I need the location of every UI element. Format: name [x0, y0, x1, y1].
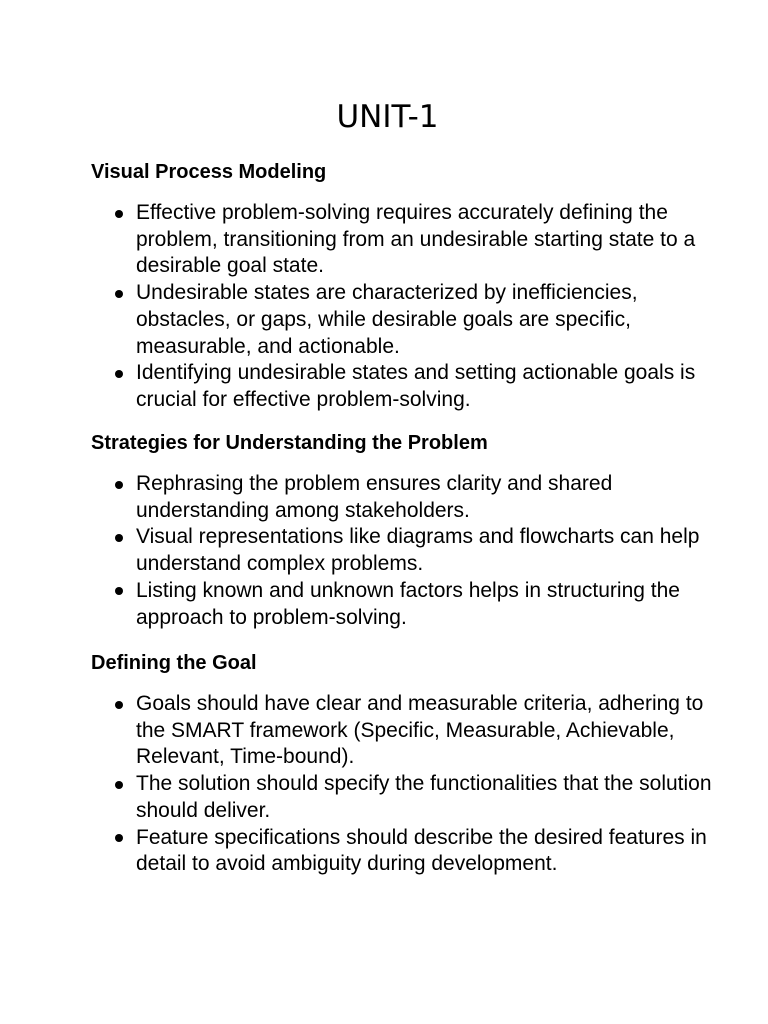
list-item — [91, 471, 731, 524]
page-title: UNIT-1 — [336, 99, 439, 135]
list-item — [91, 825, 731, 878]
section-defining-the-goal — [91, 650, 731, 878]
section-strategies-understanding-problem — [91, 430, 731, 631]
list-item-text: Feature specifications should describe the desired features in detail to avoid ambiguity during development. — [136, 825, 707, 876]
bullet-icon — [115, 534, 123, 542]
list-item-text: Visual representations like diagrams and flowcharts can help understand complex problems. — [136, 525, 700, 576]
list-item — [91, 771, 731, 824]
list-item-text: Goals should have clear and measurable criteria, adhering to the SMART framework (Specific, Measurable, Achievable, Relevant, Time-bound). — [136, 692, 704, 769]
list-item-text: Identifying undesirable states and setting actionable goals is crucial for effective problem-solving. — [136, 361, 696, 411]
section-heading: Defining the Goal — [91, 652, 257, 674]
bullet-icon — [115, 290, 123, 298]
section-visual-process-modeling — [91, 159, 731, 414]
bullet-icon — [115, 701, 123, 709]
list-item-text: Listing known and unknown factors helps in structuring the approach to problem-solving. — [136, 578, 680, 629]
bullet-icon — [115, 781, 123, 789]
list-item-text: Rephrasing the problem ensures clarity and shared understanding among stakeholders. — [136, 472, 613, 522]
bullet-icon — [115, 834, 123, 842]
list-item — [91, 691, 731, 771]
bullet-icon — [115, 370, 123, 378]
list-item-text: Effective problem-solving requires accurately defining the problem, transitioning from an undesirable starting state to a desirable goal state. — [136, 201, 696, 278]
section-heading: Strategies for Understanding the Problem — [91, 432, 488, 454]
list-item — [91, 360, 731, 413]
list-item — [91, 578, 731, 631]
list-item — [91, 524, 731, 577]
bullet-icon — [115, 587, 123, 595]
section-heading: Visual Process Modeling — [91, 161, 327, 183]
list-item-text: Undesirable states are characterized by inefficiencies, obstacles, or gaps, while desirable goals are specific, measurable, and actionable. — [136, 281, 638, 358]
list-item-text: The solution should specify the functionalities that the solution should deliver. — [136, 772, 712, 822]
bullet-icon — [115, 481, 123, 489]
bullet-list — [91, 200, 731, 414]
list-item — [91, 280, 731, 360]
bullet-icon — [115, 210, 123, 218]
bullet-list — [91, 471, 731, 631]
bullet-list — [91, 691, 731, 878]
list-item — [91, 200, 731, 280]
